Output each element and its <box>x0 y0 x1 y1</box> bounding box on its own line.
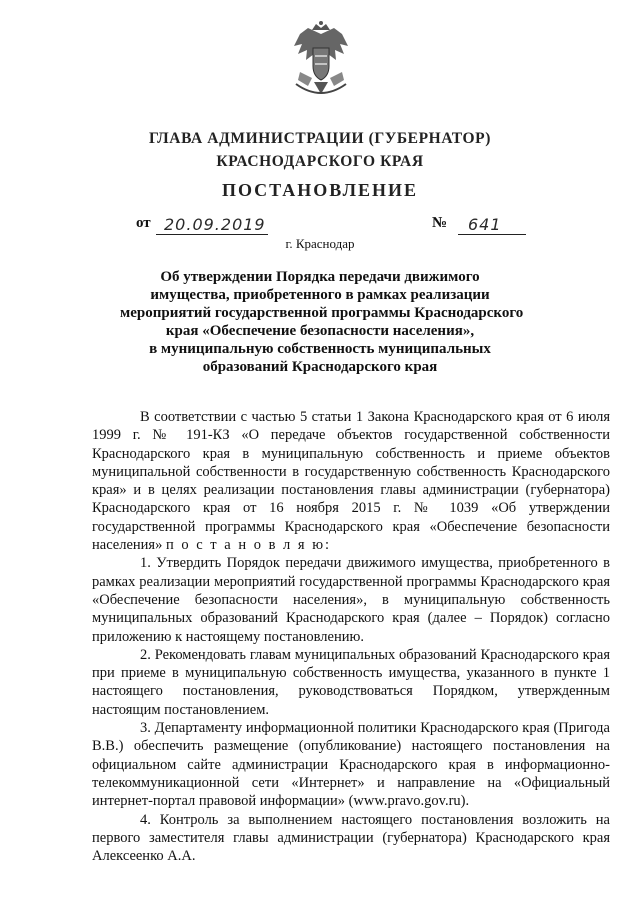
number-value: 641 <box>458 216 526 235</box>
city-name: г. Краснодар <box>285 236 355 251</box>
item-paragraph: 2. Рекомендовать главам муниципальных образований Краснодарского края при приеме в муниципальную собственность имущества, указанного в пункте 1 настоящего постановления, руководствоваться Порядком, утвержденным настоящим постановлением. <box>92 646 610 718</box>
date-value: 20.09.2019 <box>156 216 268 235</box>
title-line: мероприятий государственной программы Краснодарского <box>120 305 524 321</box>
title-line: образований Краснодарского края <box>202 359 438 375</box>
issuer-line-2: КРАСНОДАРСКОГО КРАЯ <box>216 153 424 170</box>
title-line: Об утверждении Порядка передачи движимого <box>160 269 480 285</box>
title-line: имущества, приобретенного в рамках реализации <box>150 287 490 303</box>
issuer-header <box>0 127 640 173</box>
number-label: № <box>432 215 448 231</box>
date-label: от <box>136 215 151 231</box>
document-title <box>120 268 524 376</box>
preamble-text: В соответствии с частью 5 статьи 1 Закона Краснодарского края от 6 июля 1999 г. № 191-КЗ «О передаче объектов государственной собственности Краснодарского края в муниципальную собственность и приеме объектов муниципальной собственности в государственную собственность Краснодарского края» и в целях реализации постановления главы администрации (губернатора) Краснодарского края от 16 ноября 2015 г. № 1039 «Об утверждении государственной программы Краснодарского края «Обеспечение безопасности населения» <box>92 409 610 554</box>
issuer-line-1: ГЛАВА АДМИНИСТРАЦИИ (ГУБЕРНАТОР) <box>149 130 491 147</box>
document-body <box>92 408 610 865</box>
decree-word: п о с т а н о в л я ю: <box>165 537 332 554</box>
title-line: в муниципальную собственность муниципальных <box>149 341 491 357</box>
document-type: ПОСТАНОВЛЕНИЕ <box>221 180 419 200</box>
item-paragraph: 1. Утвердить Порядок передачи движимого имущества, приобретенного в рамках реализации мероприятий государственной программы Краснодарского края «Обеспечение безопасности населения», в муниципальную собственность муниципальных образований Краснодарского края (далее – Порядок) согласно приложению к настоящему постановлению. <box>92 555 610 645</box>
title-line: края «Обеспечение безопасности населения», <box>165 323 475 339</box>
coat-of-arms-emblem <box>290 20 352 100</box>
item-paragraph: 4. Контроль за выполнением настоящего постановления возложить на первого заместителя главы администрации (губернатора) Краснодарского края Алексеенко А.А. <box>92 811 610 865</box>
item-paragraph: 3. Департаменту информационной политики Краснодарского края (Пригода В.В.) обеспечить размещение (опубликование) настоящего постановления на официальном сайте администрации Краснодарского края в информационно-телекоммуникационной сети «Интернет» и направление на «Официальный интернет-портал правовой информации» (www.pravo.gov.ru). <box>92 720 610 810</box>
preamble-paragraph <box>92 408 610 554</box>
